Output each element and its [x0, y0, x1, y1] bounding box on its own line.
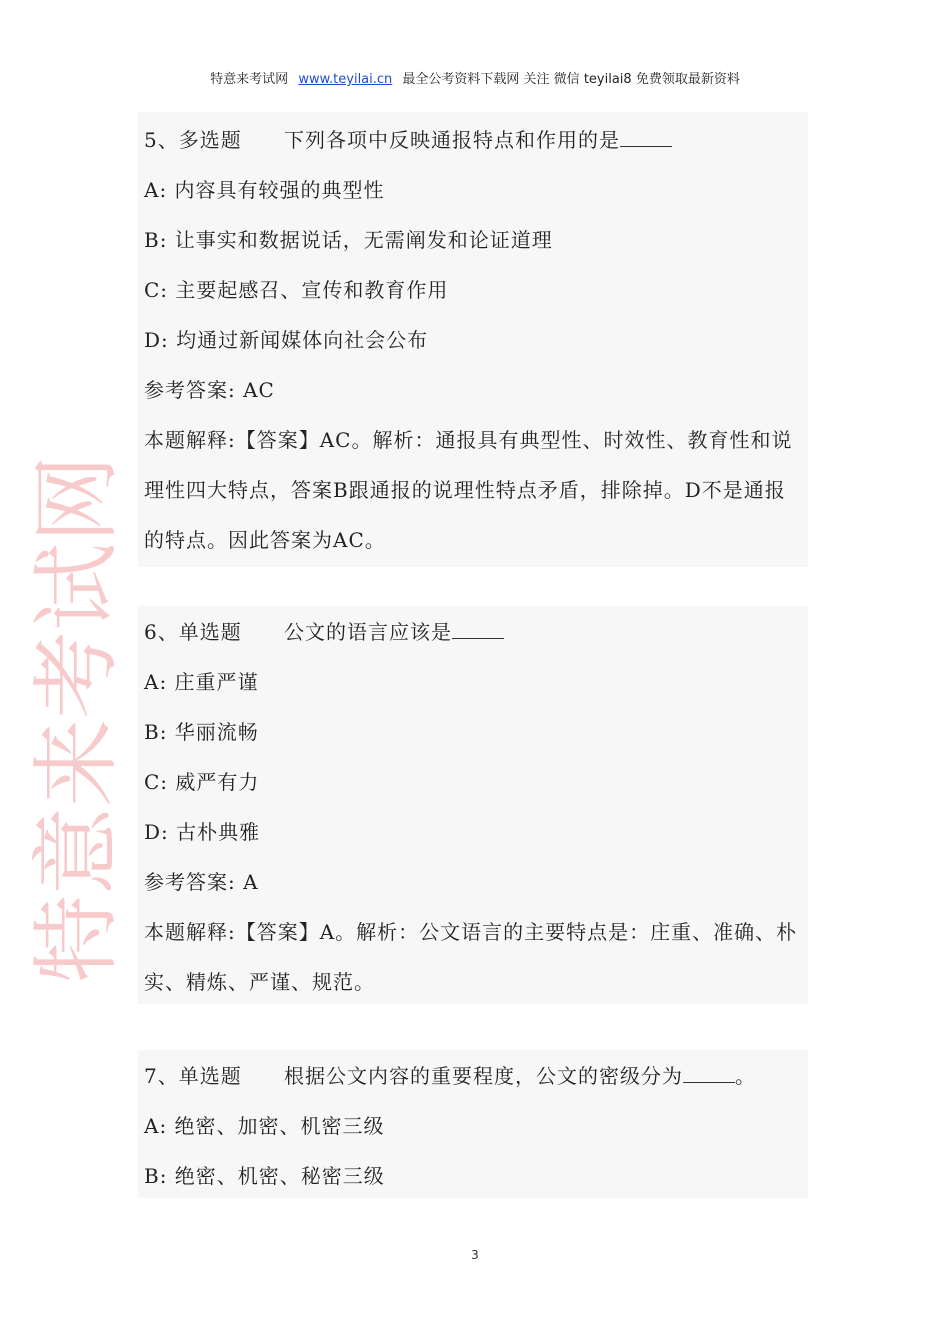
question-7 [138, 1050, 808, 1198]
question-stem [144, 126, 672, 154]
watermark-char: 特 [25, 894, 129, 984]
question-number: 5、 [144, 128, 179, 152]
option-a: A: 内容具有较强的典型性 [144, 178, 385, 202]
reference-answer: 参考答案: AC [144, 378, 275, 402]
explanation-line: 本题解释:【答案】A。解析：公文语言的主要特点是：庄重、准确、朴 [144, 920, 798, 944]
option-d: D: 均通过新闻媒体向社会公布 [144, 328, 429, 352]
question-text: 根据公文内容的重要程度，公文的密级分为 [284, 1064, 683, 1088]
answer-blank [620, 126, 672, 147]
answer-blank [683, 1062, 735, 1083]
question-number: 7、 [144, 1064, 179, 1088]
option-b: B: 让事实和数据说话，无需阐发和论证道理 [144, 228, 553, 252]
reference-answer: 参考答案: A [144, 870, 259, 894]
watermark [25, 454, 129, 984]
page-header [0, 68, 950, 87]
option-c: C: 威严有力 [144, 770, 260, 794]
answer-blank [452, 618, 504, 639]
explanation-line: 的特点。因此答案为AC。 [144, 528, 386, 552]
question-text-suffix: 。 [735, 1064, 756, 1088]
question-5 [138, 112, 808, 567]
question-text: 公文的语言应该是 [284, 620, 452, 644]
option-c: C: 主要起感召、宣传和教育作用 [144, 278, 449, 302]
question-stem [144, 618, 504, 646]
question-number: 6、 [144, 620, 179, 644]
option-a: A: 绝密、加密、机密三级 [144, 1114, 385, 1138]
question-stem [144, 1062, 756, 1090]
site-name: 特意来考试网 [210, 72, 289, 87]
watermark-char: 试 [25, 542, 129, 632]
explanation-line: 理性四大特点，答案B跟通报的说理性特点矛盾，排除掉。D不是通报 [144, 478, 786, 502]
question-6 [138, 606, 808, 1004]
page-number: 3 [471, 1248, 479, 1262]
option-d: D: 古朴典雅 [144, 820, 261, 844]
watermark-char: 网 [25, 454, 129, 544]
explanation-line: 实、精炼、严谨、规范。 [144, 970, 375, 994]
explanation-line: 本题解释:【答案】AC。解析：通报具有典型性、时效性、教育性和说 [144, 428, 793, 452]
question-text: 下列各项中反映通报特点和作用的是 [284, 128, 620, 152]
watermark-char: 来 [25, 718, 129, 808]
option-a: A: 庄重严谨 [144, 670, 259, 694]
question-type: 单选题 [178, 620, 242, 644]
option-b: B: 华丽流畅 [144, 720, 259, 744]
option-b: B: 绝密、机密、秘密三级 [144, 1164, 385, 1188]
question-type: 多选题 [178, 128, 242, 152]
question-type: 单选题 [178, 1064, 242, 1088]
watermark-char: 考 [25, 630, 129, 720]
watermark-char: 意 [25, 806, 129, 896]
header-tagline: 最全公考资料下载网 关注 微信 teyilai8 免费领取最新资料 [402, 72, 740, 87]
site-url-link[interactable]: www.teyilai.cn [298, 72, 393, 87]
